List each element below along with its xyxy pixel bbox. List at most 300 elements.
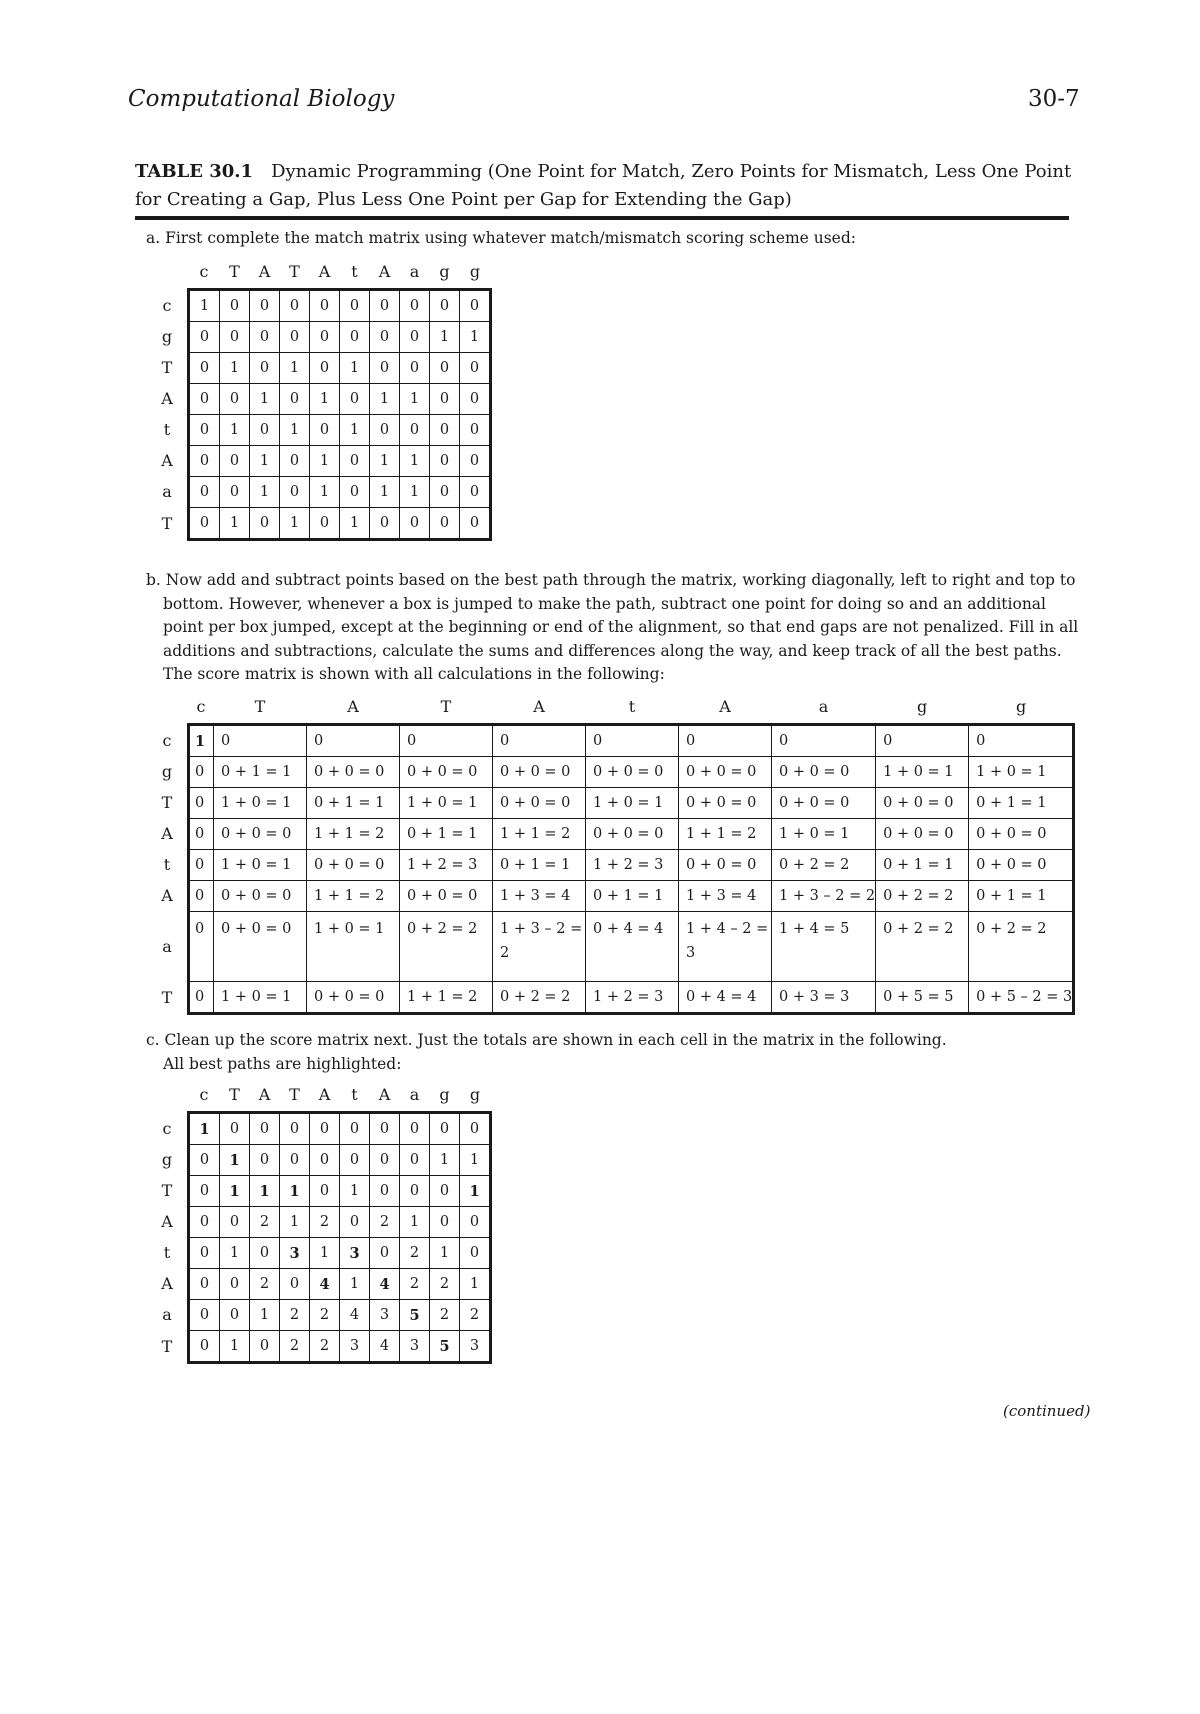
matrix-cell: 0 <box>430 415 460 446</box>
row-header: t <box>163 420 171 439</box>
table-caption <box>135 158 1095 214</box>
matrix-cell: 1 + 4 = 5 <box>772 912 876 982</box>
matrix-cell: 0 <box>310 1145 340 1176</box>
matrix-cell: 2 <box>250 1207 280 1238</box>
matrix-cell: 0 + 0 = 0 <box>679 757 772 788</box>
caption-rule <box>135 216 1069 220</box>
matrix-cell: 1 + 0 = 1 <box>214 850 307 881</box>
matrix-cell: 1 <box>460 1176 491 1207</box>
table-row <box>189 1331 491 1363</box>
matrix-cell: 0 <box>220 1113 250 1145</box>
matrix-cell: 0 <box>250 1331 280 1363</box>
row-header: A <box>161 451 173 470</box>
matrix-cell: 0 <box>189 508 220 540</box>
matrix-cell: 0 + 1 = 1 <box>876 850 969 881</box>
matrix-cell: 0 <box>430 1176 460 1207</box>
column-header: t <box>351 1085 358 1104</box>
matrix-cell: 0 + 3 = 3 <box>772 982 876 1014</box>
matrix-cell: 0 <box>189 819 214 850</box>
matrix-cell: 1 + 1 = 2 <box>679 819 772 850</box>
matrix-cell: 0 <box>460 1207 491 1238</box>
matrix-cell: 2 <box>400 1238 430 1269</box>
matrix-cell: 5 <box>400 1300 430 1331</box>
matrix-cell: 0 + 0 = 0 <box>307 982 400 1014</box>
matrix-cell: 1 + 3 = 4 <box>679 881 772 912</box>
column-header: A <box>533 697 545 716</box>
score-calculation-matrix <box>187 723 1075 1015</box>
column-header: g <box>439 1085 450 1104</box>
row-header: T <box>161 987 173 1007</box>
matrix-cell: 1 <box>189 290 220 322</box>
matrix-cell: 0 + 5 = 5 <box>876 982 969 1014</box>
table-row <box>189 384 491 415</box>
matrix-cell: 0 <box>340 477 370 508</box>
matrix-cell: 0 <box>280 384 310 415</box>
matrix-cell: 1 + 1 = 2 <box>493 819 586 850</box>
row-header: A <box>161 1274 173 1293</box>
matrix-cell: 0 <box>310 322 340 353</box>
matrix-cell: 0 <box>220 384 250 415</box>
matrix-cell: 0 <box>220 322 250 353</box>
matrix-cell: 1 + 0 = 1 <box>400 788 493 819</box>
matrix-cell: 0 + 0 = 0 <box>214 881 307 912</box>
matrix-cell: 0 <box>460 1113 491 1145</box>
matrix-cell: 2 <box>280 1300 310 1331</box>
matrix-cell: 0 <box>370 322 400 353</box>
table-row <box>189 1207 491 1238</box>
matrix-cell: 1 <box>400 1207 430 1238</box>
matrix-cell: 0 + 2 = 2 <box>876 881 969 912</box>
matrix-cell: 1 <box>340 508 370 540</box>
matrix-cell: 1 <box>189 725 214 757</box>
matrix-cell: 1 <box>250 446 280 477</box>
matrix-cell: 0 + 0 = 0 <box>214 819 307 850</box>
matrix-cell: 0 + 0 = 0 <box>307 757 400 788</box>
matrix-cell: 1 + 0 = 1 <box>307 912 400 982</box>
row-header: A <box>161 389 173 408</box>
matrix-cell: 0 <box>430 1113 460 1145</box>
running-head: Computational Biology <box>128 86 395 112</box>
table-row <box>189 912 1074 982</box>
matrix-cell: 1 <box>189 1113 220 1145</box>
matrix-cell: 3 <box>340 1331 370 1363</box>
table-row <box>189 477 491 508</box>
table-row <box>189 819 1074 850</box>
matrix-cell: 1 + 3 – 2 = 2 <box>772 881 876 912</box>
matrix-cell: 0 <box>340 1145 370 1176</box>
matrix-cell: 0 <box>310 290 340 322</box>
matrix-cell: 0 <box>250 353 280 384</box>
matrix-cell: 1 <box>280 353 310 384</box>
matrix-cell: 0 <box>189 1300 220 1331</box>
matrix-cell: 0 <box>772 725 876 757</box>
matrix-cell: 0 <box>370 353 400 384</box>
table-label: TABLE 30.1 <box>135 161 254 182</box>
table-row <box>189 850 1074 881</box>
matrix-cell: 0 <box>430 1207 460 1238</box>
matrix-cell: 0 <box>250 322 280 353</box>
matrix-cell: 0 <box>189 1176 220 1207</box>
matrix-cell: 0 <box>189 881 214 912</box>
matrix-cell: 0 + 0 = 0 <box>586 757 679 788</box>
row-header: a <box>162 936 172 956</box>
matrix-cell: 1 <box>220 508 250 540</box>
matrix-cell: 0 <box>430 508 460 540</box>
table-row <box>189 322 491 353</box>
row-header: T <box>161 1336 173 1356</box>
table-row <box>189 725 1074 757</box>
matrix-cell: 1 + 0 = 1 <box>969 757 1074 788</box>
matrix-cell: 0 <box>250 1238 280 1269</box>
matrix-cell: 0 <box>430 384 460 415</box>
matrix-cell: 0 + 0 = 0 <box>493 757 586 788</box>
row-header: t <box>163 855 171 874</box>
table-row <box>189 1145 491 1176</box>
row-header: g <box>161 1150 173 1169</box>
matrix-cell: 0 <box>250 415 280 446</box>
matrix-cell: 0 <box>189 477 220 508</box>
matrix-cell: 1 <box>460 1145 491 1176</box>
matrix-cell: 1 <box>310 446 340 477</box>
matrix-cell: 0 <box>430 290 460 322</box>
row-header: A <box>161 1212 173 1231</box>
matrix-cell: 0 + 0 = 0 <box>214 912 307 982</box>
matrix-cell: 4 <box>370 1331 400 1363</box>
matrix-cell: 0 <box>220 446 250 477</box>
column-header: g <box>916 697 928 716</box>
matrix-cell: 0 <box>400 290 430 322</box>
column-header: A <box>258 262 271 281</box>
matrix-cell: 1 <box>370 384 400 415</box>
matrix-cell: 0 + 0 = 0 <box>400 881 493 912</box>
matrix-cell: 0 + 1 = 1 <box>969 788 1074 819</box>
table-row <box>189 788 1074 819</box>
matrix-cell: 0 + 0 = 0 <box>586 819 679 850</box>
matrix-cell: 1 <box>220 415 250 446</box>
column-header: A <box>378 262 391 281</box>
row-header: c <box>162 730 172 750</box>
matrix-cell: 0 <box>310 353 340 384</box>
matrix-cell: 0 <box>220 290 250 322</box>
matrix-cell: 0 <box>189 788 214 819</box>
column-header: c <box>199 1085 209 1104</box>
matrix-cell: 1 + 0 = 1 <box>214 982 307 1014</box>
matrix-cell: 0 + 0 = 0 <box>969 819 1074 850</box>
table-row <box>189 1113 491 1145</box>
matrix-cell: 0 <box>460 415 491 446</box>
column-header: A <box>378 1085 391 1104</box>
table-row <box>189 982 1074 1014</box>
matrix-cell: 0 <box>307 725 400 757</box>
column-header: T <box>254 697 266 716</box>
matrix-cell: 0 <box>969 725 1074 757</box>
column-header: T <box>229 1085 240 1104</box>
column-header: g <box>1016 697 1027 716</box>
matrix-cell: 2 <box>310 1331 340 1363</box>
table-row <box>189 508 491 540</box>
matrix-cell: 0 + 4 = 4 <box>586 912 679 982</box>
matrix-cell: 1 <box>430 322 460 353</box>
matrix-cell: 0 <box>280 290 310 322</box>
matrix-cell: 0 <box>310 415 340 446</box>
matrix-cell: 0 <box>400 725 493 757</box>
matrix-cell: 0 <box>189 982 214 1014</box>
matrix-cell: 0 + 0 = 0 <box>679 850 772 881</box>
matrix-cell: 1 <box>220 1176 250 1207</box>
matrix-cell: 1 <box>250 1176 280 1207</box>
row-header: A <box>161 886 173 905</box>
matrix-cell: 0 + 0 = 0 <box>307 850 400 881</box>
matrix-cell: 2 <box>310 1300 340 1331</box>
matrix-cell: 1 <box>250 477 280 508</box>
row-header: a <box>162 1305 172 1324</box>
matrix-cell: 0 <box>370 290 400 322</box>
matrix-cell: 0 <box>280 446 310 477</box>
table-row <box>189 757 1074 788</box>
matrix-cell: 0 <box>280 1145 310 1176</box>
matrix-cell: 1 <box>280 508 310 540</box>
column-header: A <box>347 697 359 716</box>
match-matrix <box>187 288 492 541</box>
matrix-cell: 1 + 1 = 2 <box>307 881 400 912</box>
matrix-cell: 0 <box>220 1300 250 1331</box>
matrix-cell: 0 <box>250 508 280 540</box>
matrix-cell: 0 <box>370 1113 400 1145</box>
matrix-cell: 1 <box>370 477 400 508</box>
matrix-cell: 0 <box>250 290 280 322</box>
column-header: T <box>289 1085 300 1104</box>
matrix-cell: 0 + 2 = 2 <box>400 912 493 982</box>
matrix-cell: 0 <box>460 290 491 322</box>
matrix-cell: 1 <box>400 477 430 508</box>
matrix-cell: 0 + 0 = 0 <box>876 788 969 819</box>
matrix-cell: 0 <box>189 415 220 446</box>
matrix-cell: 0 <box>370 1238 400 1269</box>
matrix-cell: 0 + 0 = 0 <box>876 819 969 850</box>
matrix-cell: 2 <box>310 1207 340 1238</box>
matrix-cell: 0 <box>586 725 679 757</box>
matrix-cell: 2 <box>460 1300 491 1331</box>
matrix-cell: 0 <box>310 1113 340 1145</box>
matrix-cell: 0 <box>189 912 214 982</box>
matrix-cell: 0 + 0 = 0 <box>772 788 876 819</box>
matrix-cell: 0 + 1 = 1 <box>307 788 400 819</box>
matrix-cell: 0 + 1 = 1 <box>586 881 679 912</box>
matrix-cell: 0 + 1 = 1 <box>214 757 307 788</box>
matrix-cell: 1 <box>310 477 340 508</box>
matrix-cell: 1 <box>220 1238 250 1269</box>
matrix-cell: 1 <box>340 353 370 384</box>
matrix-cell: 1 <box>310 1238 340 1269</box>
matrix-cell: 0 <box>340 1113 370 1145</box>
matrix-cell: 0 <box>340 322 370 353</box>
matrix-cell: 1 <box>220 1145 250 1176</box>
column-header: a <box>818 697 829 716</box>
matrix-cell: 0 <box>400 508 430 540</box>
matrix-cell: 0 <box>220 1207 250 1238</box>
matrix-cell: 1 <box>220 1331 250 1363</box>
column-header: A <box>318 262 331 281</box>
matrix-cell: 1 <box>220 353 250 384</box>
matrix-cell: 1 <box>370 446 400 477</box>
matrix-cell: 0 + 0 = 0 <box>772 757 876 788</box>
matrix-cell: 2 <box>280 1331 310 1363</box>
matrix-cell: 0 <box>189 446 220 477</box>
matrix-cell: 1 <box>310 384 340 415</box>
row-header: c <box>162 1118 172 1138</box>
matrix-cell: 0 <box>370 1176 400 1207</box>
matrix-cell: 2 <box>430 1300 460 1331</box>
column-header: t <box>351 262 358 281</box>
matrix-cell: 0 <box>679 725 772 757</box>
row-header: g <box>161 762 173 781</box>
matrix-cell: 0 <box>400 415 430 446</box>
matrix-cell: 1 + 1 = 2 <box>307 819 400 850</box>
table-row <box>189 1300 491 1331</box>
matrix-cell: 0 <box>189 850 214 881</box>
matrix-cell: 0 <box>340 1207 370 1238</box>
matrix-cell: 0 + 2 = 2 <box>772 850 876 881</box>
matrix-cell: 0 + 0 = 0 <box>493 788 586 819</box>
table-row <box>189 290 491 322</box>
matrix-cell: 1 <box>340 1176 370 1207</box>
matrix-cell: 0 <box>189 1145 220 1176</box>
matrix-cell: 0 + 2 = 2 <box>493 982 586 1014</box>
matrix-cell: 0 <box>189 384 220 415</box>
matrix-cell: 4 <box>370 1269 400 1300</box>
matrix-cell: 1 <box>340 415 370 446</box>
column-header: a <box>409 262 420 281</box>
matrix-cell: 2 <box>250 1269 280 1300</box>
matrix-cell: 0 <box>493 725 586 757</box>
matrix-cell: 1 + 0 = 1 <box>214 788 307 819</box>
matrix-cell: 0 + 0 = 0 <box>679 788 772 819</box>
column-header: g <box>439 262 450 281</box>
matrix-cell: 5 <box>430 1331 460 1363</box>
matrix-cell: 0 <box>189 1238 220 1269</box>
matrix-cell: 0 <box>876 725 969 757</box>
matrix-cell: 0 + 1 = 1 <box>400 819 493 850</box>
row-header: c <box>162 295 172 315</box>
matrix-cell: 0 <box>189 1269 220 1300</box>
section-c-text <box>146 1029 1070 1076</box>
column-header: c <box>199 262 209 281</box>
matrix-cell: 1 <box>250 384 280 415</box>
matrix-cell: 0 + 4 = 4 <box>679 982 772 1014</box>
matrix-cell: 0 <box>280 1113 310 1145</box>
matrix-cell: 0 + 1 = 1 <box>493 850 586 881</box>
matrix-cell: 0 <box>370 1145 400 1176</box>
matrix-cell: 3 <box>400 1331 430 1363</box>
matrix-cell: 0 <box>250 1145 280 1176</box>
matrix-cell: 0 <box>400 353 430 384</box>
matrix-cell: 0 <box>189 757 214 788</box>
matrix-cell: 4 <box>340 1300 370 1331</box>
matrix-cell: 1 <box>280 415 310 446</box>
matrix-cell: 0 <box>189 353 220 384</box>
matrix-cell: 2 <box>400 1269 430 1300</box>
row-header: g <box>161 327 173 346</box>
column-header: A <box>258 1085 271 1104</box>
column-header: T <box>289 262 300 281</box>
matrix-cell: 0 <box>340 290 370 322</box>
section-c-line1: c. Clean up the score matrix next. Just the totals are shown in each cell in the matrix in the following. <box>146 1031 947 1049</box>
matrix-cell: 0 + 0 = 0 <box>400 757 493 788</box>
matrix-cell: 0 <box>400 1145 430 1176</box>
column-header: T <box>229 262 240 281</box>
matrix-cell: 0 <box>310 1176 340 1207</box>
matrix-cell: 0 <box>400 322 430 353</box>
matrix-cell: 1 + 4 – 2 = 3 <box>679 912 772 982</box>
matrix-cell: 1 + 0 = 1 <box>586 788 679 819</box>
matrix-cell: 1 <box>400 446 430 477</box>
matrix-cell: 0 <box>460 1238 491 1269</box>
matrix-cell: 0 <box>280 477 310 508</box>
matrix-cell: 1 <box>280 1176 310 1207</box>
final-score-matrix <box>187 1111 492 1364</box>
matrix-cell: 1 <box>400 384 430 415</box>
matrix-cell: 0 <box>189 1207 220 1238</box>
matrix-cell: 3 <box>340 1238 370 1269</box>
matrix-cell: 1 + 1 = 2 <box>400 982 493 1014</box>
row-header: T <box>161 513 173 533</box>
matrix-cell: 3 <box>460 1331 491 1363</box>
matrix-cell: 0 <box>460 477 491 508</box>
matrix-cell: 0 <box>189 322 220 353</box>
table-row <box>189 415 491 446</box>
section-a-text: a. First complete the match matrix using whatever match/mismatch scoring scheme used: <box>146 229 857 247</box>
matrix-cell: 1 <box>280 1207 310 1238</box>
matrix-cell: 1 <box>430 1145 460 1176</box>
matrix-cell: 0 <box>370 415 400 446</box>
table-caption-text: Dynamic Programming (One Point for Match, Zero Points for Mismatch, Less One Point for Creating a Gap, Plus Less One Point per Gap for Extending the Gap) <box>135 161 1072 210</box>
table-row <box>189 1176 491 1207</box>
table-row <box>189 446 491 477</box>
matrix-cell: 0 + 2 = 2 <box>969 912 1074 982</box>
matrix-cell: 1 + 3 – 2 = 2 <box>493 912 586 982</box>
matrix-cell: 0 <box>460 446 491 477</box>
matrix-cell: 1 + 3 = 4 <box>493 881 586 912</box>
matrix-cell: 0 <box>460 508 491 540</box>
matrix-cell: 0 <box>214 725 307 757</box>
matrix-cell: 0 + 1 = 1 <box>969 881 1074 912</box>
table-row <box>189 1269 491 1300</box>
matrix-cell: 1 + 2 = 3 <box>586 850 679 881</box>
column-header: T <box>440 697 452 716</box>
column-header: A <box>719 697 731 716</box>
matrix-cell: 1 + 2 = 3 <box>400 850 493 881</box>
matrix-cell: 2 <box>430 1269 460 1300</box>
matrix-cell: 0 <box>430 477 460 508</box>
row-header: T <box>161 358 173 377</box>
matrix-cell: 0 <box>430 446 460 477</box>
matrix-cell: 1 <box>460 1269 491 1300</box>
matrix-cell: 0 <box>340 446 370 477</box>
matrix-cell: 0 <box>220 477 250 508</box>
column-header: g <box>469 262 481 281</box>
matrix-cell: 0 <box>220 1269 250 1300</box>
matrix-cell: 1 <box>340 1269 370 1300</box>
column-header: a <box>409 1085 420 1104</box>
row-header: A <box>161 824 173 843</box>
column-header: A <box>318 1085 331 1104</box>
matrix-cell: 1 + 0 = 1 <box>876 757 969 788</box>
matrix-cell: 2 <box>370 1207 400 1238</box>
matrix-cell: 3 <box>280 1238 310 1269</box>
matrix-cell: 0 <box>460 353 491 384</box>
page-number: 30-7 <box>1028 86 1080 112</box>
matrix-cell: 0 <box>280 322 310 353</box>
